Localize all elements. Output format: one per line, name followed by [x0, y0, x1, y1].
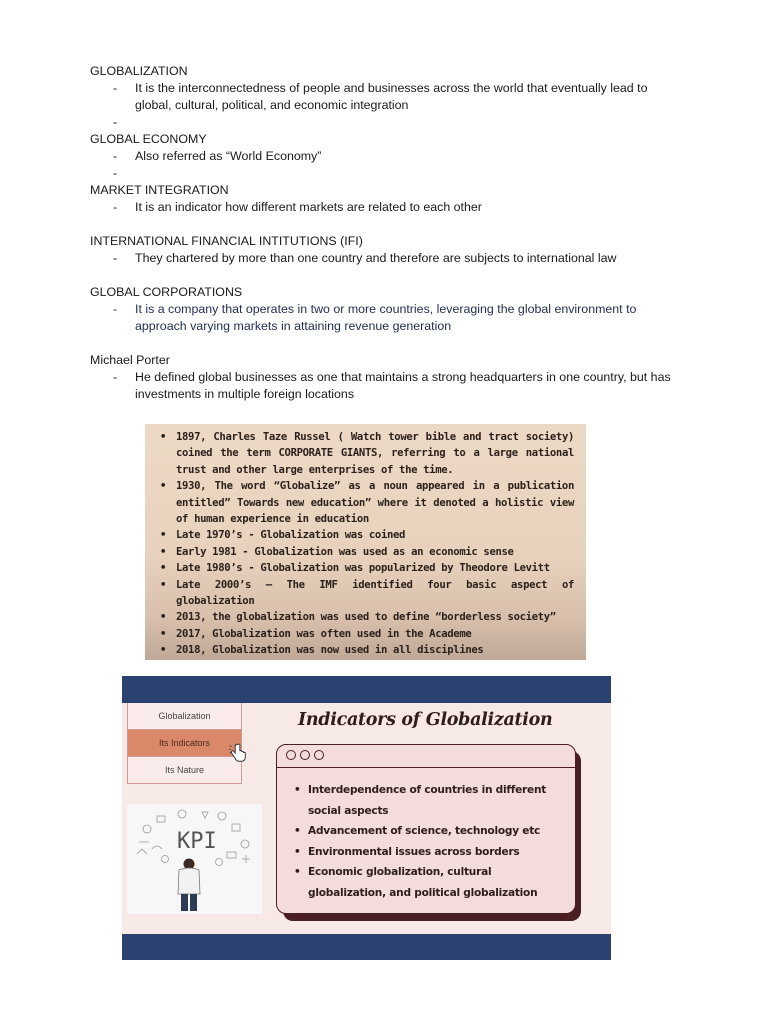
notes-section-globalization	[90, 63, 680, 131]
bullet-item: - Also referred as “World Economy”	[90, 148, 680, 165]
card-title-bar	[277, 745, 575, 768]
indicators-slide-image	[122, 676, 611, 960]
bullet-item: - It is a company that operates in two or more countries, leveraging the global environment to approach varying markets in attaining revenue generation	[90, 301, 680, 335]
bullet-list	[90, 199, 680, 216]
notes-section-global-corporations	[90, 284, 680, 335]
timeline-item: • Early 1981 - Globalization was used as an economic sense	[159, 544, 574, 560]
section-heading: GLOBAL CORPORATIONS	[90, 285, 243, 299]
spacer	[90, 335, 680, 352]
section-heading: GLOBAL ECONOMY	[90, 132, 207, 146]
timeline-item: • Late 1980’s - Globalization was popularized by Theodore Levitt	[159, 560, 574, 576]
bullet-list	[90, 301, 680, 335]
timeline-item: • Late 2000’s — The IMF identified four basic aspect of globalization	[159, 577, 574, 610]
section-heading: MARKET INTEGRATION	[90, 183, 229, 197]
slide-tab-list	[127, 703, 242, 784]
notes-section-michael-porter	[90, 352, 680, 403]
indicators-list	[277, 768, 575, 904]
indicator-item: • Environmental issues across borders	[294, 842, 565, 863]
timeline-item: • 2018, Globalization was now used in all disciplines	[159, 642, 574, 658]
kpi-doodle-icon	[127, 804, 262, 914]
lecture-notes	[90, 63, 680, 403]
notes-section-market-integration	[90, 182, 680, 216]
timeline-item: • Late 1970’s - Globalization was coined	[159, 527, 574, 543]
svg-text:KPI: KPI	[177, 829, 217, 854]
bullet-list	[90, 148, 680, 182]
timeline-item: • 1930, The word “Globalize” as a noun appeared in a publication entitled” Towards new education” where it denoted a holistic view of human experience in education	[159, 478, 574, 527]
person-silhouette-icon	[178, 859, 200, 912]
bullet-list	[90, 369, 680, 403]
timeline-item: • 2017, Globalization was often used in the Academe	[159, 626, 574, 642]
indicator-item: • Advancement of science, technology etc	[294, 821, 565, 842]
spacer	[90, 216, 680, 233]
slide-tab-its-nature: Its Nature	[127, 757, 242, 784]
bullet-item: - It is the interconnectedness of people and businesses across the world that eventually lead to global, cultural, political, and economic integration	[90, 80, 680, 114]
section-heading: GLOBALIZATION	[90, 64, 188, 78]
slide-title: Indicators of Globalization	[298, 710, 553, 730]
slide-tab-its-indicators: Its Indicators	[127, 730, 242, 757]
notes-section-global-economy	[90, 131, 680, 182]
indicator-item: • Interdependence of countries in different social aspects	[294, 780, 565, 821]
kpi-illustration	[127, 804, 262, 914]
notes-section-ifi	[90, 233, 680, 267]
section-heading: INTERNATIONAL FINANCIAL INTITUTIONS (IFI)	[90, 234, 363, 248]
slide-tab-globalization: Globalization	[127, 703, 242, 730]
indicator-item: • Economic globalization, cultural globalization, and political globalization	[294, 862, 565, 903]
timeline-item: • 1897, Charles Taze Russel ( Watch tower bible and tract society) coined the term CORPORATE GIANTS, referring to a large national trust and other large enterprises of the time.	[159, 429, 574, 478]
section-heading: Michael Porter	[90, 353, 170, 367]
window-dot-icon	[314, 750, 324, 760]
hand-cursor-icon	[227, 742, 249, 764]
bullet-list	[90, 80, 680, 131]
spacer	[90, 267, 680, 284]
bullet-list	[90, 250, 680, 267]
empty-bullet-item	[90, 114, 680, 131]
bullet-item: - It is an indicator how different markets are related to each other	[90, 199, 680, 216]
timeline-item: • 2013, the globalization was used to define “borderless society”	[159, 609, 574, 625]
window-dot-icon	[286, 750, 296, 760]
indicators-card	[276, 744, 576, 914]
empty-bullet-item	[90, 165, 680, 182]
bullet-item: - He defined global businesses as one that maintains a strong headquarters in one country, but has investments in multiple foreign locations	[90, 369, 680, 403]
slide-top-bar	[122, 676, 611, 703]
slide-bottom-bar	[122, 934, 611, 960]
window-dot-icon	[300, 750, 310, 760]
globalization-timeline-image	[145, 424, 586, 660]
bullet-item: - They chartered by more than one country and therefore are subjects to international law	[90, 250, 680, 267]
